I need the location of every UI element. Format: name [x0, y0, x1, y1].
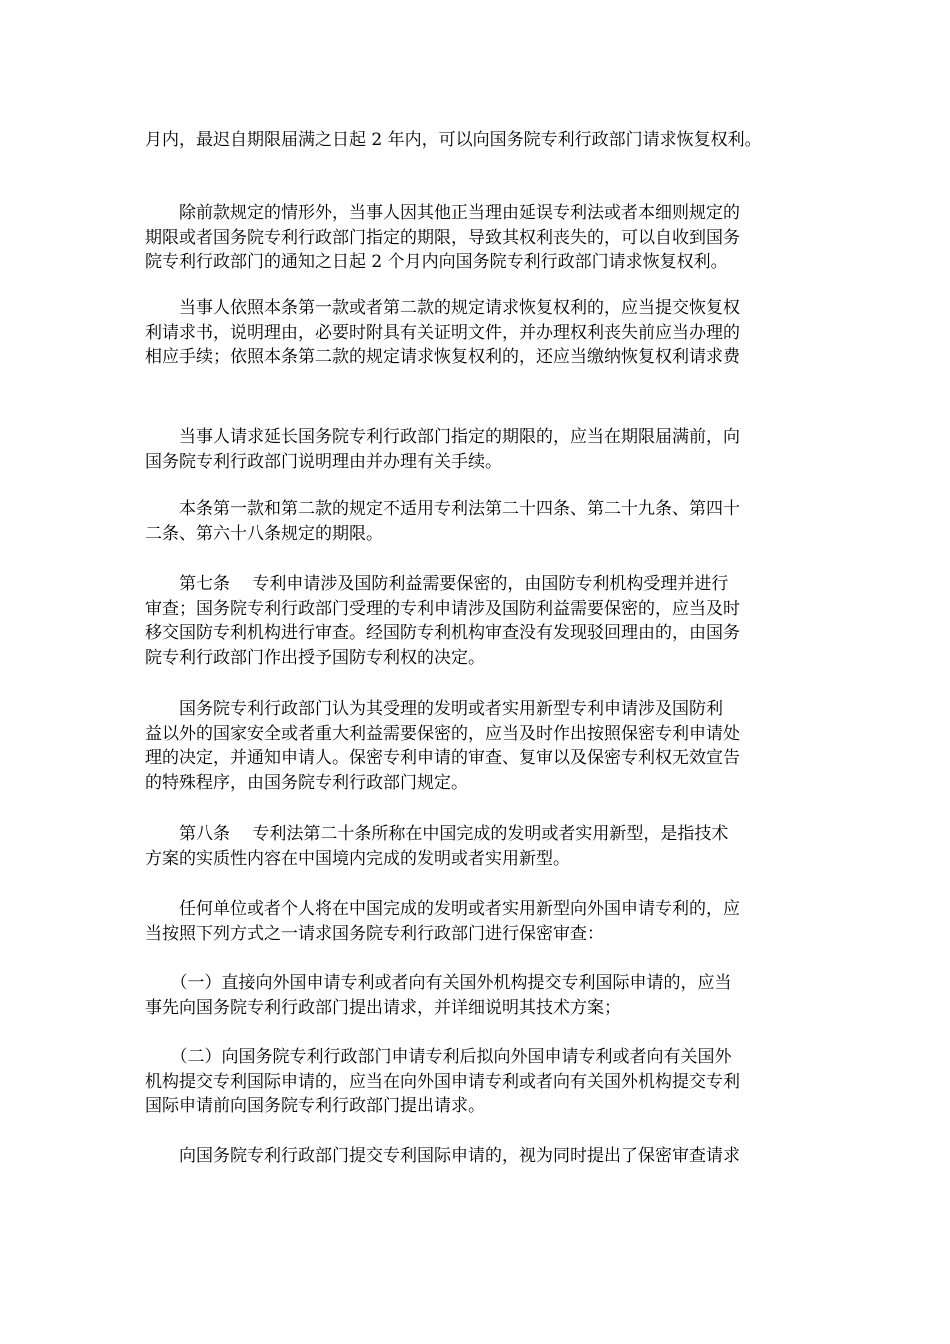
paragraph-7 [145, 697, 817, 795]
text-line: 国务院专利行政部门认为其受理的发明或者实用新型专利申请涉及国防利 [145, 699, 723, 719]
text-line: 期限或者国务院专利行政部门指定的期限，导致其权利丧失的，可以自收到国务 [145, 227, 740, 248]
text-line: （一）直接向外国申请专利或者向有关国外机构提交专利国际申请的，应当 [145, 973, 732, 993]
text-line: 当按照下列方式之一请求国务院专利行政部门进行保密审查： [145, 923, 604, 944]
paragraph-4 [145, 425, 817, 474]
text-line: 理的决定，并通知申请人。保密专利申请的审查、复审以及保密专利权无效宣告 [145, 748, 740, 768]
text-line: 院专利行政部门作出授予国防专利权的决定。 [145, 647, 485, 668]
paragraph-item-1 [145, 971, 817, 1020]
paragraph-1 [145, 128, 817, 153]
text-line: 方案的实质性内容在中国境内完成的发明或者实用新型。 [145, 848, 570, 869]
paragraph-5 [145, 497, 817, 546]
text-line: 本条第一款和第二款的规定不适用专利法第二十四条、第二十九条、第四十 [145, 499, 740, 519]
text-line: 二条、第六十八条规定的期限。 [145, 523, 383, 544]
text-line: 向国务院专利行政部门提交专利国际申请的，视为同时提出了保密审查请求 [145, 1146, 740, 1166]
text-line: 益以外的国家安全或者重大利益需要保密的，应当及时作出按照保密专利申请处 [145, 723, 740, 744]
text-line: 当事人依照本条第一款或者第二款的规定请求恢复权利的，应当提交恢复权 [145, 298, 740, 318]
text-line: 任何单位或者个人将在中国完成的发明或者实用新型向外国申请专利的，应 [145, 899, 740, 919]
paragraph-2 [145, 201, 817, 275]
text-line: 机构提交专利国际申请的，应当在向外国申请专利或者向有关国外机构提交专利 [145, 1071, 740, 1092]
text-line: 除前款规定的情形外，当事人因其他正当理由延误专利法或者本细则规定的 [145, 203, 740, 223]
text-line: 移交国防专利机构进行审查。经国防专利机构审查没有发现驳回理由的，由国务 [145, 623, 740, 643]
text-line: 月内，最迟自期限届满之日起 2 年内，可以向国务院专利行政部门请求恢复权利。 [145, 130, 762, 150]
text-line: 事先向国务院专利行政部门提出请求，并详细说明其技术方案； [145, 997, 621, 1018]
text-line: 国际申请前向国务院专利行政部门提出请求。 [145, 1096, 485, 1116]
text-line: 相应手续；依照本条第二款的规定请求恢复权利的，还应当缴纳恢复权利请求费 [145, 347, 740, 367]
text-line: 利请求书，说明理由，必要时附具有关证明文件，并办理权利丧失前应当办理的 [145, 322, 740, 343]
text-line: 第七条 专利申请涉及国防利益需要保密的，由国防专利机构受理并进行 [145, 574, 729, 594]
text-line: 审查；国务院专利行政部门受理的专利申请涉及国防利益需要保密的，应当及时 [145, 598, 740, 619]
text-line: 当事人请求延长国务院专利行政部门指定的期限的，应当在期限届满前，向 [145, 427, 740, 447]
paragraph-3 [145, 296, 817, 370]
paragraph-12 [145, 1144, 817, 1169]
paragraph-article-7 [145, 572, 817, 670]
paragraph-9 [145, 897, 817, 946]
text-line: 第八条 专利法第二十条所称在中国完成的发明或者实用新型，是指技术 [145, 824, 729, 844]
text-line: （二）向国务院专利行政部门申请专利后拟向外国申请专利或者向有关国外 [145, 1047, 732, 1067]
paragraph-item-2 [145, 1045, 817, 1119]
paragraph-article-8 [145, 822, 817, 871]
text-line: 院专利行政部门的通知之日起 2 个月内向国务院专利行政部门请求恢复权利。 [145, 252, 728, 272]
text-line: 的特殊程序，由国务院专利行政部门规定。 [145, 772, 468, 793]
text-line: 国务院专利行政部门说明理由并办理有关手续。 [145, 451, 502, 472]
